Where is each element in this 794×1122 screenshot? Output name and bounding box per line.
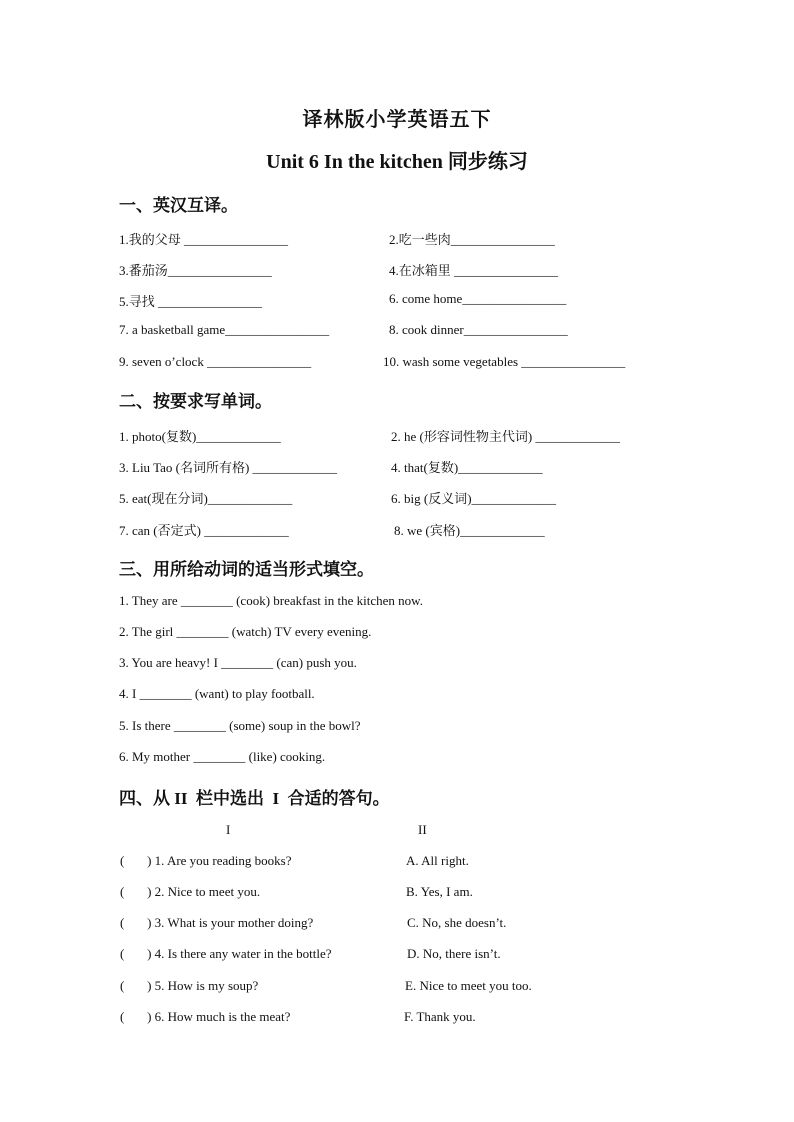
s1-item-1: 1.我的父母 ________________: [119, 232, 289, 247]
s4-answer-c: C. No, she doesn’t.: [407, 915, 507, 930]
s2-item-1: 1. photo(复数)_____________: [119, 429, 281, 444]
s1-item-2: 2.吃一些肉________________: [389, 232, 555, 247]
s3-item-6: 6. My mother ________ (like) cooking.: [119, 749, 326, 764]
s1-item-8: 8. cook dinner________________: [389, 322, 568, 337]
section1-heading: 一、英汉互译。: [119, 196, 238, 215]
s2-item-3: 3. Liu Tao (名词所有格) _____________: [119, 460, 338, 475]
s4-answer-e: E. Nice to meet you too.: [405, 978, 532, 993]
s2-item-7: 7. can (否定式) _____________: [119, 523, 289, 538]
page-subtitle: Unit 6 In the kitchen 同步练习: [266, 151, 528, 173]
s1-item-6: 6. come home________________: [389, 291, 567, 306]
s1-item-9: 9. seven o’clock ________________: [119, 354, 312, 369]
s1-item-3: 3.番茄汤________________: [119, 263, 272, 278]
s3-item-2: 2. The girl ________ (watch) TV every evening.: [119, 624, 372, 639]
s4-answer-f: F. Thank you.: [404, 1009, 476, 1024]
page-title: 译林版小学英语五下: [302, 109, 492, 131]
section4-heading: 四、从 II 栏中选出 I 合适的答句。: [119, 789, 390, 808]
column-ii-label: II: [418, 822, 427, 837]
s1-item-7: 7. a basketball game________________: [119, 322, 330, 337]
s4-question-6: ( ) 6. How much is the meat?: [120, 1009, 291, 1024]
s1-item-5: 5.寻找 ________________: [119, 294, 263, 309]
s4-question-5: ( ) 5. How is my soup?: [120, 978, 259, 993]
s4-answer-a: A. All right.: [406, 853, 469, 868]
s4-answer-d: D. No, there isn’t.: [407, 946, 501, 961]
s3-item-5: 5. Is there ________ (some) soup in the bowl?: [119, 718, 361, 733]
section3-heading: 三、用所给动词的适当形式填空。: [119, 560, 374, 579]
s4-question-3: ( ) 3. What is your mother doing?: [120, 915, 314, 930]
s1-item-10: 10. wash some vegetables ________________: [383, 354, 626, 369]
s2-item-6: 6. big (反义词)_____________: [391, 491, 557, 506]
s2-item-4: 4. that(复数)_____________: [391, 460, 543, 475]
s2-item-2: 2. he (形容词性物主代词) _____________: [391, 429, 620, 444]
s1-item-4: 4.在冰箱里 ________________: [389, 263, 559, 278]
s3-item-4: 4. I ________ (want) to play football.: [119, 686, 315, 701]
s4-answer-b: B. Yes, I am.: [406, 884, 473, 899]
s2-item-5: 5. eat(现在分词)_____________: [119, 491, 293, 506]
section2-heading: 二、按要求写单词。: [119, 392, 272, 411]
s2-item-8: 8. we (宾格)_____________: [394, 523, 545, 538]
s4-question-2: ( ) 2. Nice to meet you.: [120, 884, 261, 899]
column-i-label: I: [226, 822, 231, 837]
s4-question-4: ( ) 4. Is there any water in the bottle?: [120, 946, 332, 961]
s3-item-1: 1. They are ________ (cook) breakfast in the kitchen now.: [119, 593, 423, 608]
s3-item-3: 3. You are heavy! I ________ (can) push you.: [119, 655, 357, 670]
s4-question-1: ( ) 1. Are you reading books?: [120, 853, 292, 868]
